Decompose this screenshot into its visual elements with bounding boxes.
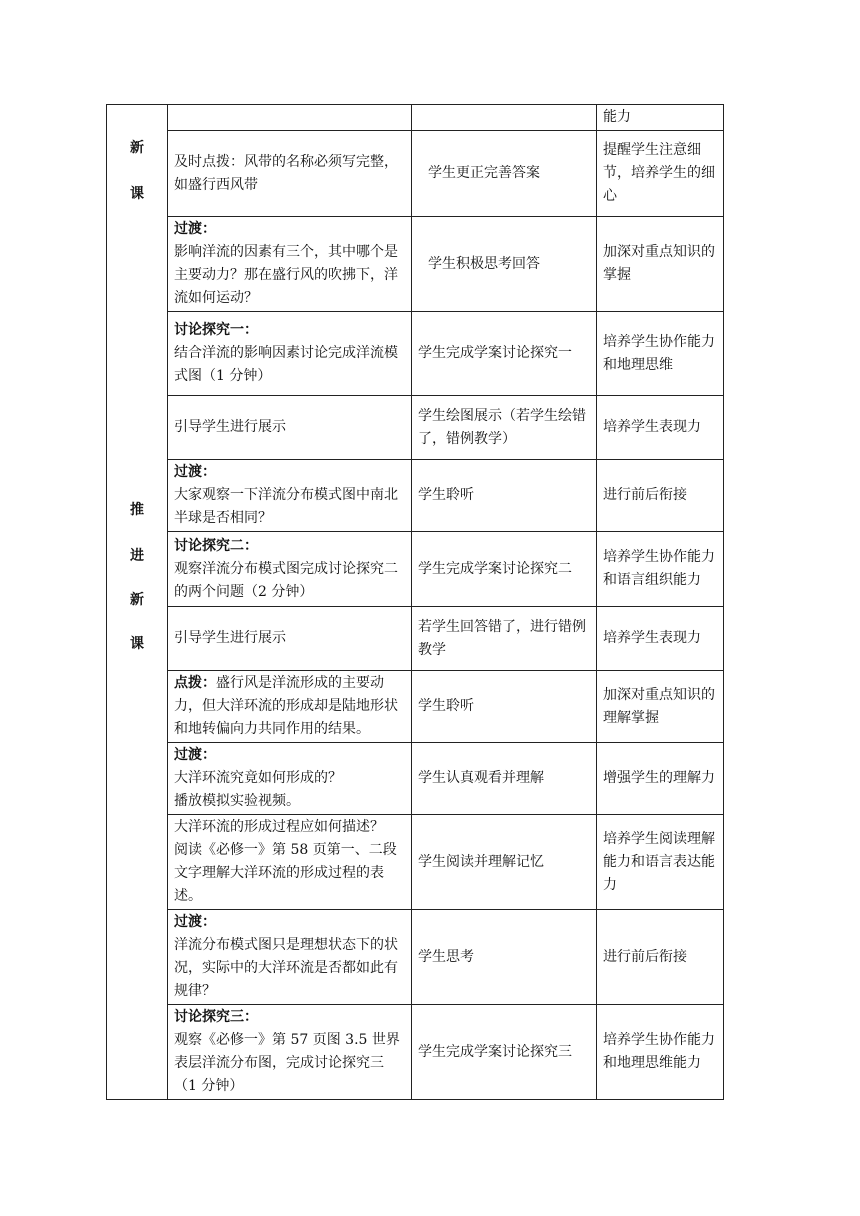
activity-heading: 点拨： <box>174 675 216 691</box>
teacher-activity-cell <box>168 532 412 607</box>
student-activity-cell: 若学生回答错了，进行错例教学 <box>412 607 597 671</box>
lesson-table <box>106 104 724 1100</box>
activity-heading: 过渡： <box>174 747 216 763</box>
table-row <box>107 312 724 396</box>
student-activity-cell: 学生聆听 <box>412 671 597 743</box>
student-activity-cell: 学生绘图展示（若学生绘错了，错例教学） <box>412 396 597 460</box>
table-row <box>107 1005 724 1100</box>
activity-text: 盛行风是洋流形成的主要动力，但大洋环流的形成却是陆地形状和地转偏向力共同作用的结果。 <box>174 675 398 737</box>
activity-text: 播放模拟实验视频。 <box>174 793 300 809</box>
table-row <box>107 607 724 671</box>
design-purpose-cell: 加深对重点知识的理解掌握 <box>597 671 724 743</box>
design-purpose-cell: 培养学生协作能力和地理思维 <box>597 312 724 396</box>
table-row <box>107 105 724 131</box>
teacher-activity-cell <box>168 607 412 671</box>
activity-text: 阅读《必修一》第 58 页第一、二段文字理解大洋环流的形成过程的表述。 <box>174 842 397 904</box>
section-label-char: 课 <box>130 186 144 202</box>
design-purpose-cell: 进行前后衔接 <box>597 910 724 1005</box>
activity-text: 大洋环流究竟如何形成的？ <box>174 770 342 786</box>
section-label-char: 进 <box>130 548 144 564</box>
student-activity-cell: 学生聆听 <box>412 460 597 532</box>
table-row <box>107 396 724 460</box>
activity-text: 大洋环流的形成过程应如何描述？ <box>174 819 384 835</box>
activity-text: 观察洋流分布模式图完成讨论探究二的两个问题（2 分钟） <box>174 560 398 600</box>
teacher-activity-cell <box>168 396 412 460</box>
student-activity-cell: 学生积极思考回答 <box>412 217 597 312</box>
design-purpose-cell: 增强学生的理解力 <box>597 743 724 815</box>
design-purpose-cell: 培养学生表现力 <box>597 396 724 460</box>
table-row <box>107 217 724 312</box>
teacher-activity-cell <box>168 671 412 743</box>
table-row <box>107 910 724 1005</box>
activity-heading: 过渡： <box>174 221 216 237</box>
section-label-cell <box>107 105 168 1100</box>
teacher-activity-cell <box>168 217 412 312</box>
section-label-char: 课 <box>130 636 144 652</box>
teacher-activity-cell <box>168 1005 412 1100</box>
activity-text: 引导学生进行展示 <box>174 419 286 435</box>
lesson-plan-document <box>106 104 723 1100</box>
teacher-activity-cell <box>168 131 412 217</box>
activity-text: 大家观察一下洋流分布模式图中南北半球是否相同？ <box>174 487 398 526</box>
student-activity-cell: 学生阅读并理解记忆 <box>412 815 597 910</box>
activity-text: 观察《必修一》第 57 页图 3.5 世界表层洋流分布图，完成讨论探究三（1 分钟） <box>174 1032 400 1094</box>
activity-text: 及时点拨：风带的名称必须写完整，如盛行西风带 <box>174 153 398 193</box>
activity-heading: 讨论探究二： <box>174 537 258 554</box>
activity-heading: 过渡： <box>174 464 216 480</box>
design-purpose-cell: 培养学生表现力 <box>597 607 724 671</box>
design-purpose-cell: 进行前后衔接 <box>597 460 724 532</box>
student-activity-cell: 学生完成学案讨论探究三 <box>412 1005 597 1100</box>
design-purpose-cell: 加深对重点知识的掌握 <box>597 217 724 312</box>
student-activity-cell: 学生更正完善答案 <box>412 131 597 217</box>
section-label-char: 新 <box>130 140 144 156</box>
activity-heading: 过渡： <box>174 914 216 930</box>
student-activity-cell: 学生认真观看并理解 <box>412 743 597 815</box>
teacher-activity-cell <box>168 815 412 910</box>
teacher-activity-cell <box>168 460 412 532</box>
teacher-activity-cell <box>168 910 412 1005</box>
design-purpose-cell: 提醒学生注意细节，培养学生的细心 <box>597 131 724 217</box>
activity-text: 结合洋流的影响因素讨论完成洋流模式图（1 分钟） <box>174 345 398 384</box>
table-row <box>107 743 724 815</box>
section-label-char: 推 <box>130 502 144 518</box>
design-purpose-cell: 培养学生阅读理解能力和语言表达能力 <box>597 815 724 910</box>
activity-heading: 讨论探究三： <box>174 1009 258 1025</box>
design-purpose-cell: 培养学生协作能力和地理思维能力 <box>597 1005 724 1100</box>
table-row <box>107 460 724 532</box>
table-row <box>107 131 724 217</box>
activity-heading: 讨论探究一： <box>174 322 258 338</box>
teacher-activity-cell <box>168 105 412 131</box>
teacher-activity-cell <box>168 312 412 396</box>
student-activity-cell: 学生完成学案讨论探究一 <box>412 312 597 396</box>
activity-text: 洋流分布模式图只是理想状态下的状况，实际中的大洋环流是否都如此有规律？ <box>174 937 398 999</box>
student-activity-cell: 学生思考 <box>412 910 597 1005</box>
section-label-char: 新 <box>130 592 144 608</box>
teacher-activity-cell <box>168 743 412 815</box>
design-purpose-cell: 培养学生协作能力和语言组织能力 <box>597 532 724 607</box>
activity-text: 引导学生进行展示 <box>174 630 286 646</box>
table-row <box>107 532 724 607</box>
design-purpose-cell: 能力 <box>597 105 724 131</box>
activity-text: 影响洋流的因素有三个，其中哪个是主要动力？那在盛行风的吹拂下，洋流如何运动？ <box>174 244 398 306</box>
table-row <box>107 671 724 743</box>
student-activity-cell <box>412 105 597 131</box>
table-row <box>107 815 724 910</box>
student-activity-cell: 学生完成学案讨论探究二 <box>412 532 597 607</box>
